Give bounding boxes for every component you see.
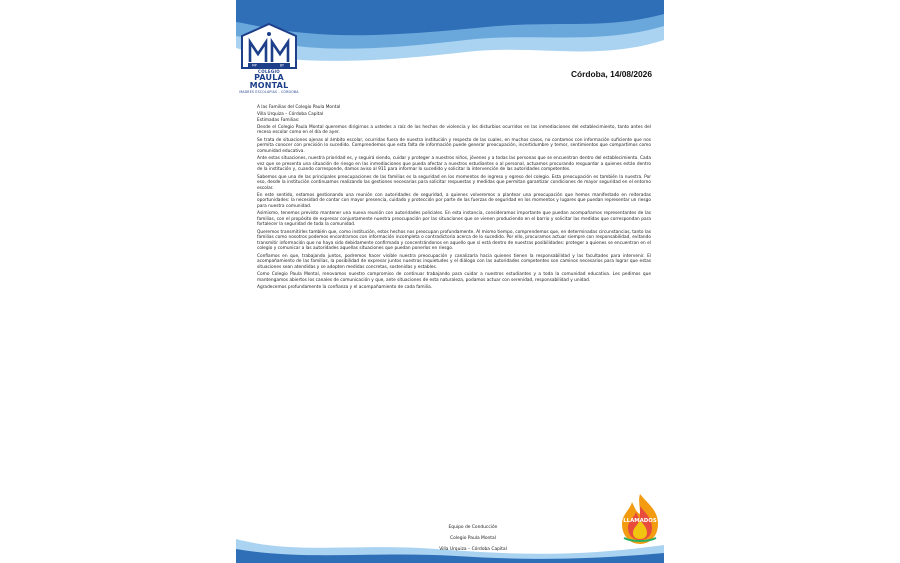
addressee: A las Familias del Colegio Paula Montal bbox=[257, 105, 341, 110]
signature-school: Colegio Paula Montal bbox=[450, 536, 496, 541]
paragraph: Asimismo, tenemos previsto mantener una nueva reunión con autoridades policiales. En esta instancia, consideramos importante que puedan acompañarnos representantes de las familias, con el propósito de expresar conjuntamente nuestra preocupación por las situaciones que se vienen produciendo en el barrio y solicitar las medidas que correspondan para fortalecer la seguridad de toda la comunidad. bbox=[257, 211, 651, 228]
greeting: Estimadas Familias: bbox=[257, 118, 300, 124]
paragraph: Se trata de situaciones ajenas al ámbito escolar, ocurridas fuera de nuestra institución y respecto de las cuales, en muchos casos, no contamos con información suficiente que nos permita conocer con precisión lo sucedido. Comprendemos que esta falta de información puede generar preocupación, incertidumbre y temor, sentimientos que compartimos como comunidad educativa. bbox=[257, 137, 651, 154]
paragraph: Sabemos que una de las principales preocupaciones de las familias es la seguridad en los momentos de ingreso y egreso del colegio. Esta preocupación es también la nuestra. Por eso, desde la institución continuamos realizando las gestiones necesarias para solicitar respuestas y medidas que permitan garantizar condiciones de mayor seguridad en el entorno escolar. bbox=[257, 174, 651, 191]
school-name: PAULA MONTAL bbox=[249, 73, 289, 90]
paragraph: Queremos transmitirles también que, como institución, estos hechos nos preocupan profundamente. Al mismo tiempo, comprendemos que, en determinadas circunstancias, tanto las familias como nosotros podemos encontrarnos con información incompleta o contradictoria acerca de lo sucedido. Por ello, procuramos actuar siempre con responsabilidad, evitando transmitir información que no haya sido debidamente confirmada y concentrándonos en aquello que sí está dentro de nuestras posibilidades: proteger a quienes se encuentran en el colegio y comunicar a las autoridades aquellas situaciones que puedan ponerlos en riesgo. bbox=[257, 229, 651, 252]
school-brand bbox=[236, 69, 302, 94]
badge-label: LLAMADOS bbox=[623, 518, 657, 524]
school-logo bbox=[236, 22, 302, 70]
paragraph: En este sentido, estamos gestionando una reunión con autoridades de seguridad, a quienes volveremos a plantear una preocupación que hemos manifestado en reiteradas oportunidades: la necesidad de contar con mayor presencia, cuidado y protección por parte de las fuerzas de seguridad en los momentos y lugares que puedan representar un riesgo para nuestra comunidad. bbox=[257, 192, 651, 210]
paragraph: Desde el Colegio Paula Montal queremos dirigirnos a ustedes a raíz de los hechos de violencia y los disturbios ocurridos en las inmediaciones del establecimiento, tanto antes del receso escolar como en el día de ayer. bbox=[257, 124, 651, 136]
paragraph: Confiamos en que, trabajando juntos, podremos hacer visible nuestra preocupación y canalizarla hacia quienes tienen la responsabilidad y las facultades para intervenir. El acompañamiento de las familias, la posibilidad de expresar juntos nuestras inquietudes y el diálogo con las autoridades competentes son caminos necesarios para lograr que estas situaciones sean atendidas y se adopten medidas concretas, sostenidas y estables. bbox=[257, 253, 651, 270]
school-prefix: COLEGIO bbox=[258, 69, 280, 74]
letter-date: Córdoba, 14/08/2026 bbox=[571, 69, 652, 79]
letter-page bbox=[236, 0, 664, 563]
location: Villa Urquiza – Córdoba Capital bbox=[257, 111, 324, 117]
letter-body bbox=[257, 105, 651, 292]
paragraph: Ante estas situaciones, nuestra prioridad es, y seguirá siendo, cuidar y proteger a nuestros niños, jóvenes y a todas las personas que se encuentran dentro del establecimiento. Cada vez que se presenta una situación de riesgo en las inmediaciones que pueda afectar a nuestros estudiantes o al personal, actuamos procurando resguardar a quienes están dentro de la institución y, cuando corresponde, damos aviso al 911 para informar lo sucedido y solicitar la intervención de las autoridades competentes. bbox=[257, 156, 651, 173]
signature-location: Villa Urquiza – Córdoba Capital bbox=[439, 547, 507, 552]
paragraph: Como Colegio Paula Montal, renovamos nuestro compromiso de continuar trabajando para cuidar a nuestros estudiantes y a toda la comunidad educativa. Les pedimos que mantengamos abiertos los canales de comunicación y que, ante situaciones de esta naturaleza, podamos actuar con serenidad, responsabilidad y unidad. bbox=[257, 272, 651, 283]
logo-initials-right: BY bbox=[280, 63, 284, 68]
school-crest-icon bbox=[236, 22, 302, 70]
paragraph: Agradecemos profundamente la confianza y el acompañamiento de cada familia. bbox=[257, 284, 433, 290]
signature-team: Equipo de Conducción bbox=[448, 525, 498, 530]
school-subtitle: MADRES ESCOLAPIAS - CÓRDOBA bbox=[239, 90, 299, 94]
flame-icon bbox=[618, 492, 662, 546]
logo-initials-left: MP bbox=[252, 63, 257, 68]
signature-block bbox=[408, 522, 538, 555]
